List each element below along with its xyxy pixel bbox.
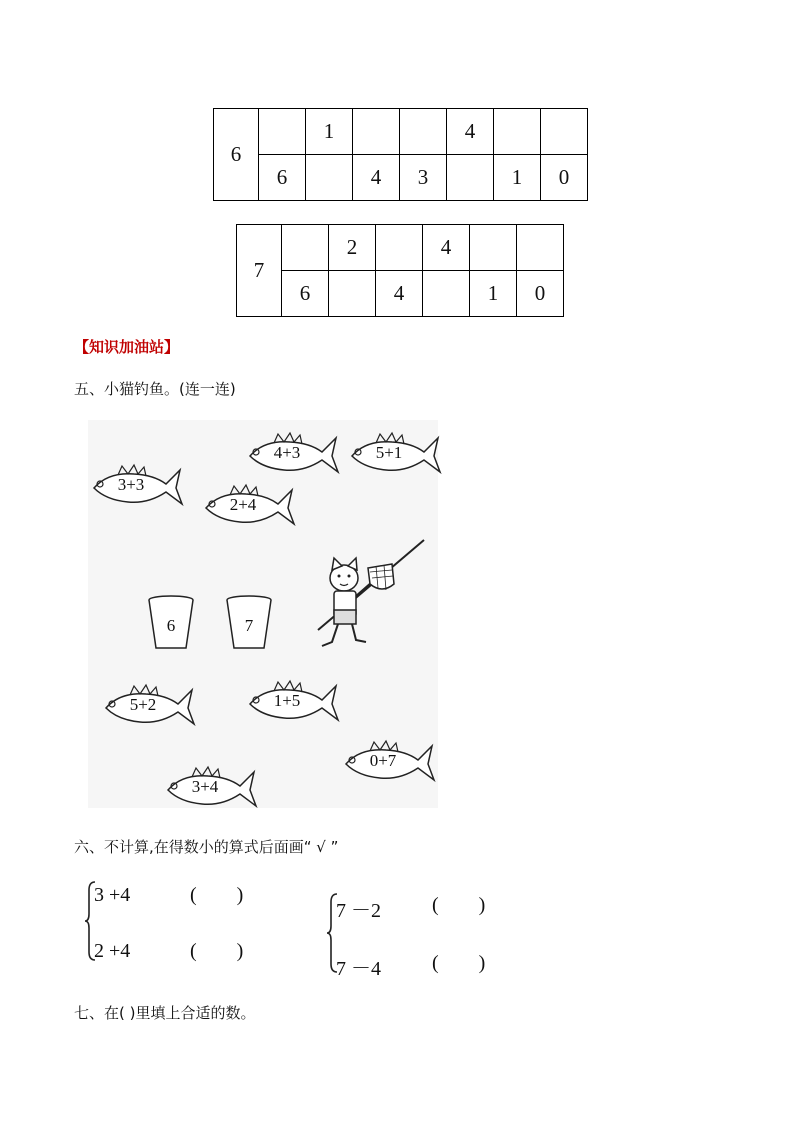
fish-expression: 5+1 — [375, 443, 403, 462]
table-cell[interactable] — [282, 225, 329, 271]
table-cell[interactable] — [494, 109, 541, 155]
table-cell: 1 — [494, 155, 541, 201]
fish-expression: 3+3 — [117, 475, 145, 494]
table-cell: 4 — [376, 271, 423, 317]
fish-card[interactable] — [346, 430, 442, 478]
table-cell: 0 — [541, 155, 588, 201]
table-cell: 1 — [470, 271, 517, 317]
section-7-title: 七、在( )里填上合适的数。 — [74, 1004, 256, 1022]
fish-expression: 5+2 — [129, 695, 157, 714]
table-cell[interactable] — [447, 155, 494, 201]
section-5-title: 五、小猫钓鱼。(连一连) — [74, 380, 236, 398]
table-cell[interactable] — [353, 109, 400, 155]
bucket-number: 6 — [166, 616, 176, 635]
bucket-6[interactable] — [146, 594, 196, 652]
compare-expression: 3 +4 — [94, 884, 131, 906]
number-split-table-6 — [213, 108, 588, 201]
table-cell: 4 — [447, 109, 494, 155]
fish-card[interactable] — [200, 482, 296, 530]
table-cell: 6 — [282, 271, 329, 317]
table-header-cell: 7 — [237, 225, 282, 317]
bucket-7[interactable] — [224, 594, 274, 652]
table-cell: 4 — [353, 155, 400, 201]
table-cell: 3 — [400, 155, 447, 201]
compare-expression: 7 －2 — [336, 900, 381, 922]
fish-expression: 2+4 — [229, 495, 257, 514]
section-6-title: 六、不计算,在得数小的算式后面画“ √ ” — [74, 838, 339, 856]
fish-card[interactable] — [88, 462, 184, 510]
cat-fishing-scene — [88, 420, 438, 808]
table-cell[interactable] — [329, 271, 376, 317]
table-cell: 2 — [329, 225, 376, 271]
fish-expression: 3+4 — [191, 777, 219, 796]
number-split-table-7 — [236, 224, 564, 317]
fish-card[interactable] — [244, 678, 340, 726]
table-cell: 4 — [423, 225, 470, 271]
cat-fisher-icon — [314, 538, 434, 660]
table-cell: 0 — [517, 271, 564, 317]
table-cell[interactable] — [541, 109, 588, 155]
table-cell[interactable] — [400, 109, 447, 155]
table-header-cell: 6 — [214, 109, 259, 201]
fish-expression: 4+3 — [273, 443, 301, 462]
compare-expression: 7 －4 — [336, 958, 381, 980]
table-cell[interactable] — [376, 225, 423, 271]
fish-card[interactable] — [340, 738, 436, 786]
table-cell[interactable] — [306, 155, 353, 201]
table-cell[interactable] — [259, 109, 306, 155]
table-cell: 1 — [306, 109, 353, 155]
answer-parentheses[interactable]: ( ) — [432, 952, 486, 974]
answer-parentheses[interactable]: ( ) — [432, 894, 486, 916]
fish-expression: 1+5 — [273, 691, 301, 710]
fish-expression: 0+7 — [369, 751, 397, 770]
table-cell: 6 — [259, 155, 306, 201]
table-cell[interactable] — [517, 225, 564, 271]
bucket-number: 7 — [244, 616, 254, 635]
fish-card[interactable] — [244, 430, 340, 478]
fish-card[interactable] — [100, 682, 196, 730]
table-cell[interactable] — [423, 271, 470, 317]
knowledge-station-title: 【知识加油站】 — [74, 338, 180, 356]
answer-parentheses[interactable]: ( ) — [190, 884, 244, 906]
table-cell[interactable] — [470, 225, 517, 271]
fish-card[interactable] — [162, 764, 258, 812]
compare-expression: 2 +4 — [94, 940, 131, 962]
answer-parentheses[interactable]: ( ) — [190, 940, 244, 962]
